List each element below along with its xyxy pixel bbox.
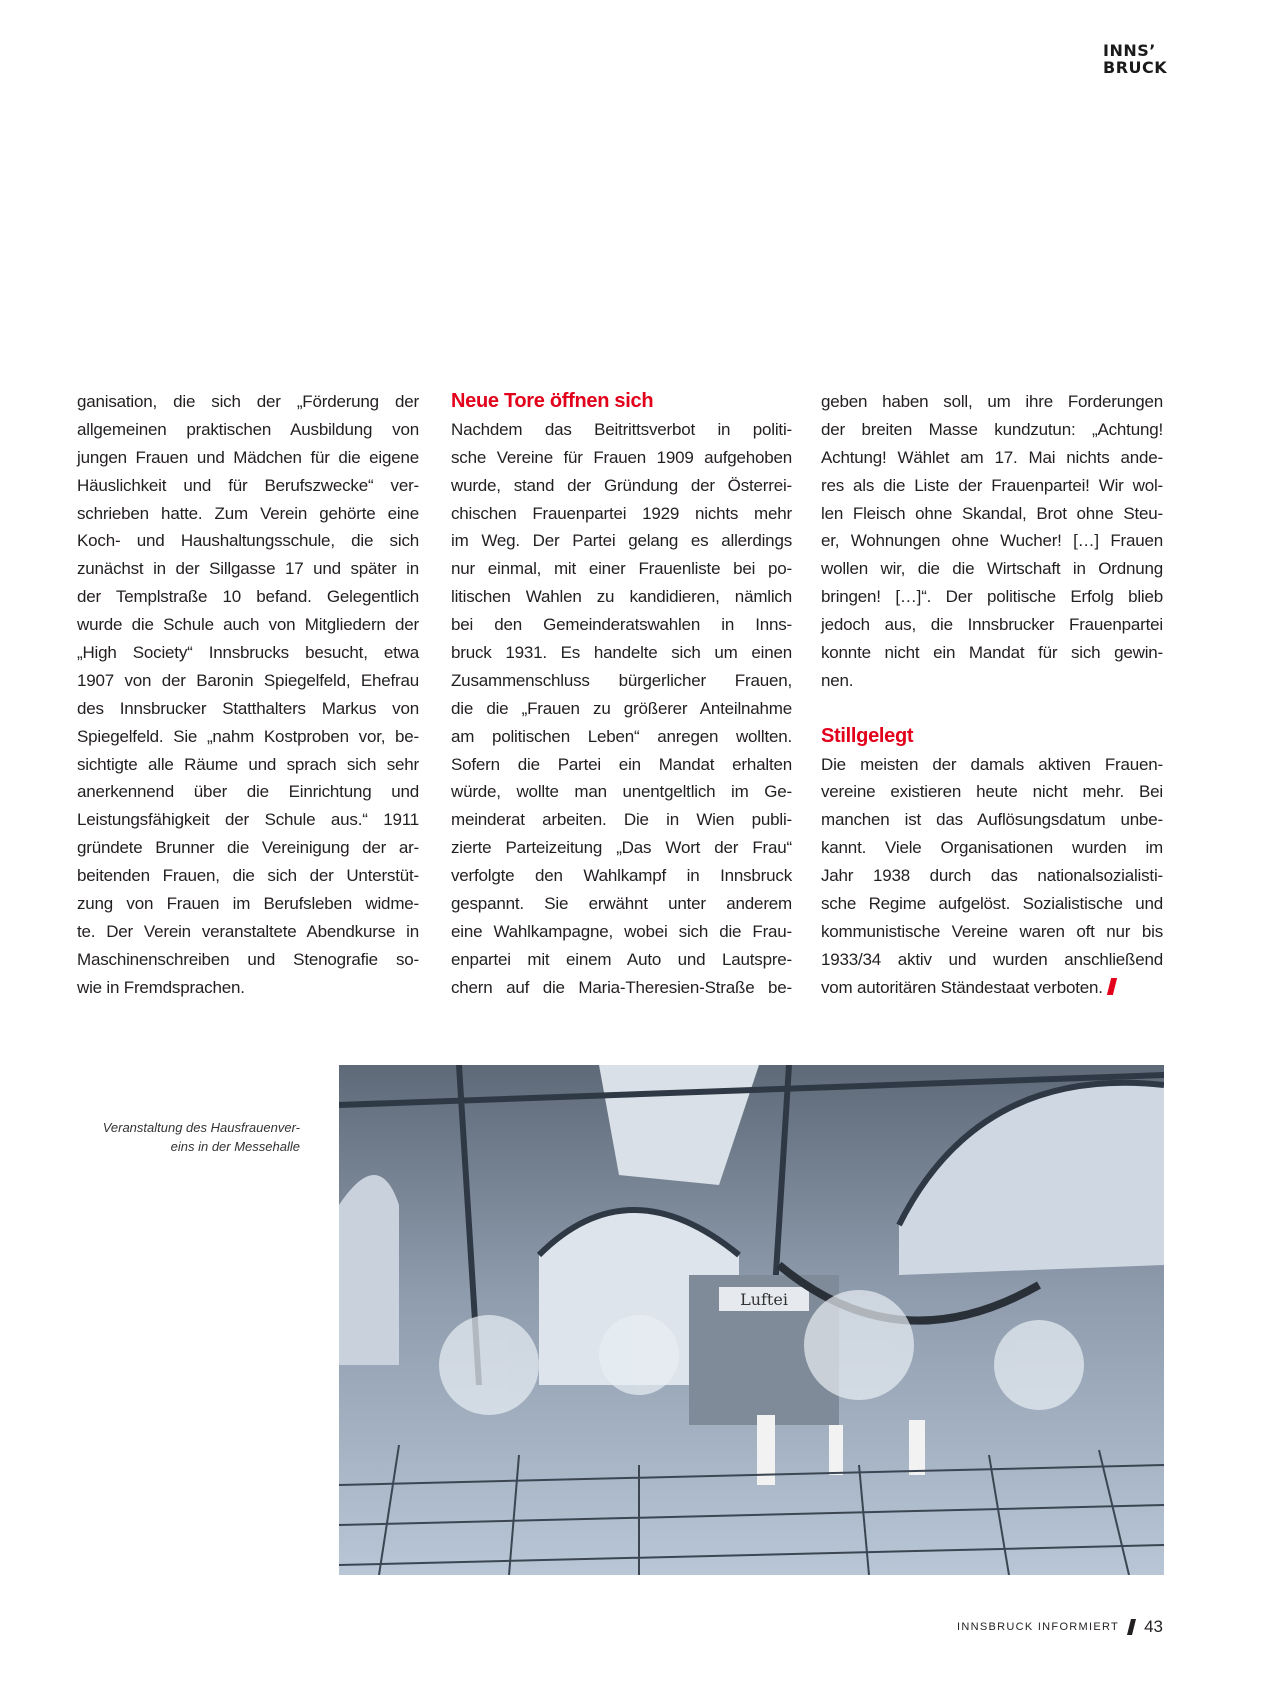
text-line-content: bringen! […]“. Der politische Erfolg blieb — [821, 587, 1163, 607]
text-line — [451, 834, 792, 862]
photo-caption — [60, 1118, 300, 1156]
text-line-content: sche Regime aufgelöst. Sozialistische und — [821, 894, 1163, 914]
text-line — [821, 611, 1163, 639]
text-line — [451, 751, 792, 779]
text-line — [77, 946, 419, 974]
text-line-content: am politischen Leben“ anregen wollten. — [451, 726, 792, 746]
booth-sign-text: Luftei — [740, 1290, 788, 1309]
text-line — [451, 695, 792, 723]
text-line-content: konnte nicht ein Mandat für sich gewin- — [821, 643, 1163, 663]
text-line — [77, 500, 419, 528]
text-line — [821, 472, 1163, 500]
page-number: 43 — [1144, 1617, 1163, 1636]
text-line-content: im Weg. Der Partei gelang es allerdings — [451, 531, 792, 551]
text-line-content: Koch- und Haushaltungsschule, die sich — [77, 531, 419, 551]
text-line — [451, 890, 792, 918]
text-line — [821, 834, 1163, 862]
text-line-content: 1907 von der Baronin Spiegelfeld, Ehefrau — [77, 670, 419, 690]
text-line-content: „High Society“ Innsbrucks besucht, etwa — [77, 643, 419, 663]
text-line-content: 1933/34 aktiv und wurden anschließend — [821, 949, 1163, 969]
text-line-content: gespannt. Sie erwähnt unter anderem — [451, 894, 792, 914]
text-line-content: nur einmal, mit einer Frauenliste bei po- — [451, 559, 792, 579]
text-line — [821, 555, 1163, 583]
text-line — [451, 723, 792, 751]
photo-illustration — [339, 1065, 1164, 1575]
text-line-content: bruck 1931. Es handelte sich um einen — [451, 643, 792, 663]
text-line-content: geben haben soll, um ihre Forderungen — [821, 392, 1163, 411]
text-line — [821, 974, 1163, 1002]
text-line — [451, 639, 792, 667]
text-line — [77, 806, 419, 834]
text-line-content: Achtung! Wählet am 17. Mai nichts ande- — [821, 447, 1163, 467]
text-line — [821, 388, 1163, 416]
logo-line-1: INNS’ — [1103, 41, 1156, 60]
text-line-content: zunächst in der Sillgasse 17 und später in — [77, 559, 419, 579]
text-line-content: anerkennend über die Einrichtung und — [77, 782, 419, 802]
text-line — [821, 639, 1163, 667]
text-line-content: eine Wahlkampagne, wobei sich die Frau- — [451, 921, 792, 941]
text-line-content: des Innsbrucker Statthalters Markus von — [77, 698, 419, 718]
caption-line: eins in der Messehalle — [170, 1139, 300, 1154]
text-line — [821, 500, 1163, 528]
text-line-content: Leistungsfähigkeit der Schule aus.“ 1911 — [77, 810, 419, 830]
text-line-content: Die meisten der damals aktiven Frauen- — [821, 754, 1163, 774]
text-line — [821, 751, 1163, 779]
article-end-mark-icon — [1107, 978, 1117, 995]
text-line-content: Spiegelfeld. Sie „nahm Kostproben vor, be- — [77, 726, 419, 746]
logo-line-2: BRUCK — [1103, 58, 1168, 77]
text-line — [821, 444, 1163, 472]
text-line-content: sichtigte alle Räume und sprach sich sehr — [77, 754, 419, 774]
text-line — [451, 500, 792, 528]
text-line-content: allgemeinen praktischen Ausbildung von — [77, 419, 419, 439]
text-line — [821, 527, 1163, 555]
text-line — [451, 974, 792, 1002]
text-line — [451, 778, 792, 806]
text-line-content: Zusammenschluss bürgerlicher Frauen, — [451, 670, 792, 690]
text-line — [77, 416, 419, 444]
text-line-content: die die „Frauen zu größerer Anteilnahme — [451, 698, 792, 718]
text-line — [451, 806, 792, 834]
text-line — [821, 862, 1163, 890]
text-line — [77, 639, 419, 667]
text-line-content: sche Vereine für Frauen 1909 aufgehoben — [451, 447, 792, 467]
article-column-1 — [77, 388, 419, 1002]
text-line-content: der Templstraße 10 befand. Gelegentlich — [77, 587, 419, 607]
text-line-content: jungen Frauen und Mädchen für die eigene — [77, 447, 419, 467]
text-line-content: nen. — [821, 670, 854, 690]
text-line — [451, 527, 792, 555]
text-line — [451, 583, 792, 611]
text-line — [77, 472, 419, 500]
text-line — [77, 723, 419, 751]
text-line — [77, 667, 419, 695]
text-line — [77, 974, 419, 1002]
text-line — [451, 472, 792, 500]
text-line — [77, 834, 419, 862]
text-line — [821, 416, 1163, 444]
text-line — [451, 918, 792, 946]
innsbruck-logo — [1103, 42, 1167, 76]
text-line-content: kommunistische Vereine waren oft nur bis — [821, 921, 1163, 941]
text-line-content: Maschinenschreiben und Stenografie so- — [77, 949, 419, 969]
text-line-content: Sofern die Partei ein Mandat erhalten — [451, 754, 792, 774]
text-line — [821, 778, 1163, 806]
text-line — [77, 890, 419, 918]
text-line-content: chischen Frauenpartei 1929 nichts mehr — [451, 503, 792, 523]
text-line-content: schrieben hatte. Zum Verein gehörte eine — [77, 503, 419, 523]
text-line-content: er, Wohnungen ohne Wucher! […] Frauen — [821, 531, 1163, 551]
publication-name: INNSBRUCK INFORMIERT — [956, 1621, 1120, 1633]
text-line-content: wie in Fremdsprachen. — [77, 977, 245, 997]
text-line — [77, 444, 419, 472]
text-line-content: wurde die Schule auch von Mitgliedern der — [77, 615, 419, 635]
text-line-content: vereine existieren heute nicht mehr. Bei — [821, 782, 1163, 802]
text-line-content: jedoch aus, die Innsbrucker Frauenpartei — [821, 615, 1163, 635]
separator-slash-icon — [1127, 1619, 1136, 1635]
text-line — [821, 918, 1163, 946]
text-line-content: vom autoritären Ständestaat verboten. — [821, 977, 1103, 997]
text-line-content: beitenden Frauen, die sich der Unterstüt- — [77, 866, 419, 886]
text-line — [821, 946, 1163, 974]
text-line — [451, 667, 792, 695]
caption-line: Veranstaltung des Hausfrauenver- — [102, 1120, 300, 1135]
text-line — [821, 667, 1163, 695]
text-line-content: verfolgte den Wahlkampf in Innsbruck — [451, 866, 792, 886]
text-line — [821, 890, 1163, 918]
text-line-content: kannt. Viele Organisationen wurden im — [821, 838, 1163, 858]
text-line-content: enpartei mit einem Auto und Lautspre- — [451, 949, 792, 969]
text-line-content: würde, wollte man unentgeltlich im Ge- — [451, 782, 792, 802]
text-line — [77, 862, 419, 890]
text-line — [77, 611, 419, 639]
text-line-content: gründete Brunner die Vereinigung der ar- — [77, 838, 419, 858]
text-line — [451, 555, 792, 583]
text-line-content: zierte Parteizeitung „Das Wort der Frau“ — [451, 838, 792, 858]
section-heading: Neue Tore öffnen sich — [451, 390, 654, 412]
article-column-2 — [451, 388, 792, 1002]
text-line — [77, 583, 419, 611]
text-line-content: zung von Frauen im Berufsleben widme- — [77, 894, 419, 914]
text-line — [821, 583, 1163, 611]
text-line — [77, 918, 419, 946]
text-line-content: res als die Liste der Frauenpartei! Wir wol- — [821, 475, 1163, 495]
section-heading: Stillgelegt — [821, 724, 914, 747]
text-line-content: ganisation, die sich der „Förderung der — [77, 392, 419, 411]
text-line-content: der breiten Masse kundzutun: „Achtung! — [821, 419, 1163, 439]
text-line — [77, 388, 419, 416]
text-line-content: manchen ist das Auflösungsdatum unbe- — [821, 810, 1163, 830]
text-line — [821, 806, 1163, 834]
text-line-content: meinderat arbeiten. Die in Wien publi- — [451, 810, 792, 830]
text-line-content: Jahr 1938 durch das nationalsozialisti- — [821, 866, 1163, 886]
text-line-content: wollen wir, die die Wirtschaft in Ordnung — [821, 559, 1163, 579]
text-line-content: wurde, stand der Gründung der Österrei- — [451, 475, 792, 495]
text-line — [451, 946, 792, 974]
text-line — [77, 555, 419, 583]
text-line-content: litischen Wahlen zu kandidieren, nämlich — [451, 587, 792, 607]
text-line-content: te. Der Verein veranstaltete Abendkurse in — [77, 921, 419, 941]
text-line — [77, 778, 419, 806]
text-line — [451, 444, 792, 472]
text-line — [451, 611, 792, 639]
historic-photo-messehalle — [339, 1065, 1164, 1575]
text-line — [77, 751, 419, 779]
text-line — [451, 416, 792, 444]
text-line — [451, 862, 792, 890]
text-line-content: Häuslichkeit und für Berufszwecke“ ver- — [77, 475, 419, 495]
text-line-content: bei den Gemeinderatswahlen in Inns- — [451, 615, 792, 635]
text-line-content: chern auf die Maria-Theresien-Straße be- — [451, 977, 792, 997]
paragraph-gap — [821, 695, 1163, 723]
text-line — [77, 527, 419, 555]
text-line — [77, 695, 419, 723]
article-column-3 — [821, 388, 1163, 1002]
text-line-content: Nachdem das Beitrittsverbot in politi- — [451, 419, 792, 439]
page-footer — [957, 1617, 1163, 1637]
text-line-content: len Fleisch ohne Skandal, Brot ohne Steu- — [821, 503, 1163, 523]
